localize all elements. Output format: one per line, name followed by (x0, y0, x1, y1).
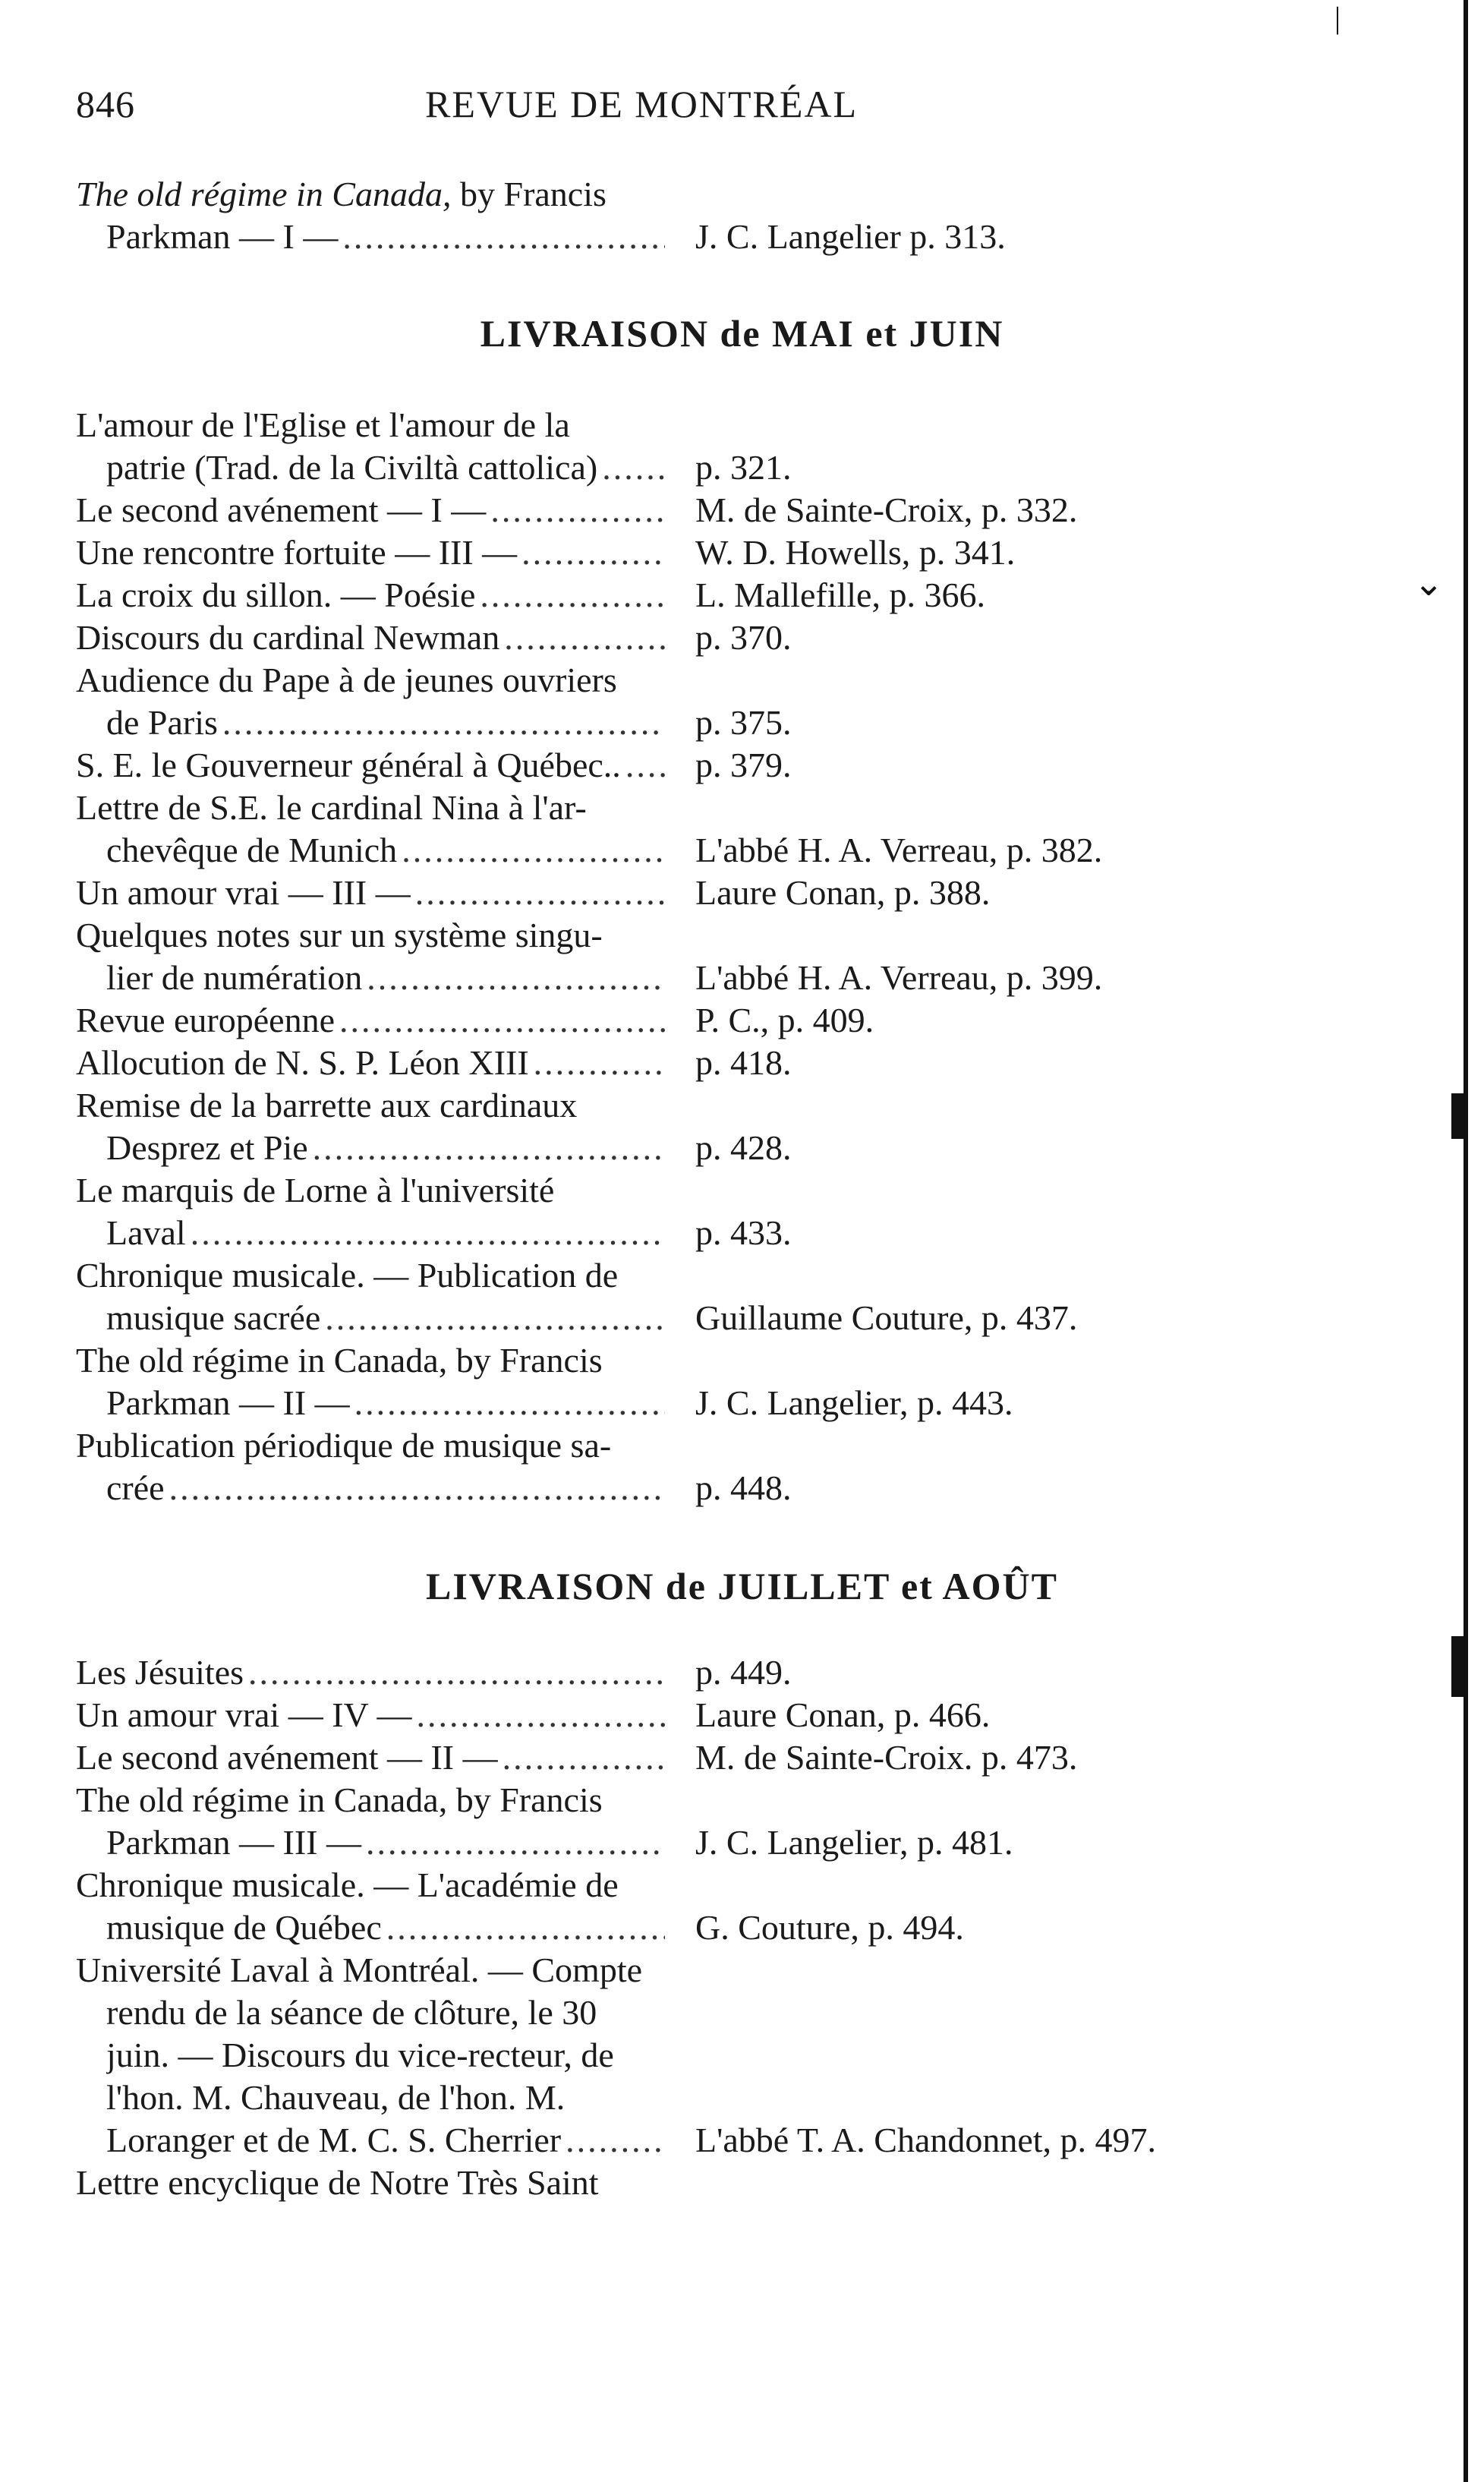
toc-entry-line (106, 1297, 665, 1339)
toc-entry-text: Discours du cardinal Newman (76, 618, 500, 657)
dot-leader (416, 1694, 665, 1736)
toc-entry-line (76, 404, 665, 446)
toc-entry-line (106, 1906, 665, 1949)
toc-entry-reference: p. 418. (695, 1043, 792, 1082)
toc-entry-line (76, 574, 665, 617)
toc-entry-text: musique sacrée (106, 1298, 321, 1337)
toc-entry-line (76, 659, 665, 702)
toc-entry-line (76, 617, 665, 659)
toc-entry-reference: P. C., p. 409. (695, 1001, 874, 1039)
toc-entry-reference: p. 433. (695, 1213, 792, 1252)
toc-entry-text: patrie (Trad. de la Civiltà cattolica) (106, 448, 598, 487)
toc-entry-line (76, 1864, 665, 1906)
toc-entry-text: The old régime in Canada, by Francis (76, 1780, 603, 1819)
dot-leader (534, 1042, 665, 1084)
toc-entry-line (106, 1992, 665, 2034)
running-head (0, 82, 1484, 135)
margin-tick-mark: ⌄ (1413, 563, 1445, 604)
top-entry-title: The old régime in Canada, (76, 175, 452, 213)
dot-leader (191, 1212, 665, 1254)
toc-entry-line (76, 2162, 665, 2204)
toc-entry-text: S. E. le Gouverneur général à Québec.. (76, 746, 621, 784)
toc-entry-text: Parkman — II — (106, 1383, 350, 1422)
toc-entry-line (106, 957, 665, 999)
toc-entry-line (76, 914, 665, 957)
toc-entry-text: musique de Québec (106, 1908, 382, 1947)
toc-entry-reference: Guillaume Couture, p. 437. (695, 1298, 1078, 1337)
toc-entry-text: Lettre de S.E. le cardinal Nina à l'ar- (76, 788, 587, 827)
toc-entry-text: Université Laval à Montréal. — Compte (76, 1951, 643, 1989)
toc-entry-line (76, 1042, 665, 1084)
margin-tick-mark: | (1334, 1, 1341, 35)
toc-entry-line (76, 1779, 665, 1821)
toc-entry-reference: J. C. Langelier, p. 443. (695, 1383, 1013, 1422)
dot-leader (480, 574, 665, 617)
toc-entry-text: Un amour vrai — IV — (76, 1695, 412, 1734)
toc-entry-reference: p. 370. (695, 618, 792, 657)
toc-entry-reference: L'abbé H. A. Verreau, p. 382. (695, 831, 1103, 869)
dot-leader (415, 872, 665, 914)
dot-leader (367, 957, 665, 999)
toc-entry-text: Publication périodique de musique sa- (76, 1426, 612, 1465)
dot-leader (402, 829, 665, 872)
dot-leader (313, 1127, 665, 1169)
toc-entry-text: Le second avénement — I — (76, 490, 487, 529)
dot-leader (222, 702, 665, 744)
toc-entry-reference: p. 449. (695, 1653, 792, 1692)
dot-leader (248, 1651, 665, 1694)
toc-entry-text: rendu de la séance de clôture, le 30 (106, 1993, 597, 2032)
section-heading-juillet-aout: LIVRAISON de JUILLET et AOÛT (425, 1565, 1058, 1607)
toc-entry-line (76, 1736, 665, 1779)
toc-entry-text: Une rencontre fortuite — III — (76, 533, 518, 572)
toc-entry-text: L'amour de l'Eglise et l'amour de la (76, 405, 570, 444)
toc-entry-reference: L. Mallefille, p. 366. (695, 576, 985, 614)
toc-entry-text: Chronique musicale. — Publication de (76, 1256, 619, 1295)
toc-entry-line (106, 2119, 665, 2162)
toc-entry-reference: Laure Conan, p. 388. (695, 873, 991, 912)
toc-entry-line (76, 1424, 665, 1467)
dot-leader (354, 1382, 665, 1424)
toc-entry-text: chevêque de Munich (106, 831, 398, 869)
toc-entry-reference: M. de Sainte-Croix. p. 473. (695, 1738, 1078, 1777)
toc-entry-text: juin. — Discours du vice-recteur, de (106, 2036, 614, 2074)
toc-entry-reference: p. 448. (695, 1468, 792, 1507)
toc-entry-text: Parkman — III — (106, 1823, 361, 1862)
toc-entry-reference: p. 321. (695, 448, 792, 487)
dot-leader (521, 531, 665, 574)
toc-entry-text: Le second avénement — II — (76, 1738, 498, 1777)
toc-entry-text: Allocution de N. S. P. Léon XIII (76, 1043, 529, 1082)
toc-entry-line (106, 2077, 665, 2119)
toc-entry-reference: p. 375. (695, 703, 792, 742)
toc-entry-text: Audience du Pape à de jeunes ouvriers (76, 661, 617, 699)
top-entry-text: Parkman — I — (106, 217, 339, 256)
top-entry-title-rest: by Francis (451, 175, 607, 213)
binding-notch (1451, 1636, 1465, 1697)
binding-notch (1451, 1093, 1465, 1139)
toc-entry-reference: L'abbé T. A. Chandonnet, p. 497. (695, 2121, 1157, 2159)
toc-entry-reference: W. D. Howells, p. 341. (695, 533, 1016, 572)
toc-entry-reference: M. de Sainte-Croix, p. 332. (695, 490, 1078, 529)
toc-entry-text: The old régime in Canada, by Francis (76, 1341, 603, 1380)
toc-entry-line (106, 1467, 665, 1509)
toc-entry-line (76, 999, 665, 1042)
dot-leader (490, 489, 665, 531)
dot-leader (625, 744, 665, 787)
toc-entry-line (106, 2034, 665, 2077)
toc-entry-text: Desprez et Pie (106, 1128, 308, 1167)
toc-entry-line (76, 744, 665, 787)
toc-entry-line (76, 531, 665, 574)
toc-entry-reference: J. C. Langelier, p. 481. (695, 1823, 1013, 1862)
toc-entry-line (76, 1651, 665, 1694)
toc-entry-text: Remise de la barrette aux cardinaux (76, 1086, 578, 1124)
page-number: 846 (76, 83, 135, 125)
toc-entry-line (76, 1694, 665, 1736)
dot-leader (602, 446, 665, 489)
toc-entry-text: Laval (106, 1213, 186, 1252)
toc-entry-line (106, 1127, 665, 1169)
toc-entry-text: Loranger et de M. C. S. Cherrier (106, 2121, 562, 2159)
toc-entry-line (76, 1254, 665, 1297)
toc-entry-text: Les Jésuites (76, 1653, 244, 1692)
dot-leader (339, 999, 665, 1042)
toc-entry-text: Quelques notes sur un système singu- (76, 916, 603, 954)
toc-entry-text: La croix du sillon. — Poésie (76, 576, 476, 614)
dot-leader (504, 617, 665, 659)
toc-entry-line (76, 1169, 665, 1212)
toc-entry-line (76, 1084, 665, 1127)
toc-entry-reference: G. Couture, p. 494. (695, 1908, 964, 1947)
binding-edge-line (1464, 0, 1468, 2482)
toc-entry-text: crée (106, 1468, 165, 1507)
toc-entry-line (76, 489, 665, 531)
dot-leader (366, 1821, 665, 1864)
section-heading-mai-juin: LIVRAISON de MAI et JUIN (480, 312, 1004, 355)
dot-leader (503, 1736, 665, 1779)
toc-entry-text: lier de numération (106, 958, 363, 997)
toc-entry-line (106, 829, 665, 872)
top-entry-line1 (76, 173, 665, 216)
toc-entry-reference: p. 379. (695, 746, 792, 784)
toc-entry-text: l'hon. M. Chauveau, de l'hon. M. (106, 2078, 566, 2117)
dot-leader (386, 1906, 665, 1949)
toc-entry-reference: L'abbé H. A. Verreau, p. 399. (695, 958, 1103, 997)
dot-leader (566, 2119, 665, 2162)
toc-entry-line (106, 446, 665, 489)
toc-entry-line (106, 1382, 665, 1424)
journal-title: REVUE DE MONTRÉAL (425, 83, 859, 125)
toc-entry-text: Lettre encyclique de Notre Très Saint (76, 2163, 599, 2202)
toc-entry-line (106, 1821, 665, 1864)
toc-entry-line (76, 1339, 665, 1382)
toc-entry-line (76, 787, 665, 829)
toc-entry-line (106, 702, 665, 744)
toc-entry-reference: p. 428. (695, 1128, 792, 1167)
top-entry-reference: J. C. Langelier p. 313. (695, 217, 1006, 256)
toc-entry-text: Chronique musicale. — L'académie de (76, 1865, 619, 1904)
top-entry-line2 (106, 216, 665, 258)
toc-entry-line (76, 1949, 665, 1992)
toc-entry-text: Un amour vrai — III — (76, 873, 411, 912)
dot-leader (342, 216, 665, 258)
toc-entry-text: de Paris (106, 703, 218, 742)
toc-entry-line (106, 1212, 665, 1254)
toc-entry-text: Revue européenne (76, 1001, 336, 1039)
toc-entry-text: Le marquis de Lorne à l'université (76, 1171, 555, 1209)
toc-entry-line (76, 872, 665, 914)
dot-leader (325, 1297, 665, 1339)
dot-leader (169, 1467, 665, 1509)
toc-entry-reference: Laure Conan, p. 466. (695, 1695, 991, 1734)
